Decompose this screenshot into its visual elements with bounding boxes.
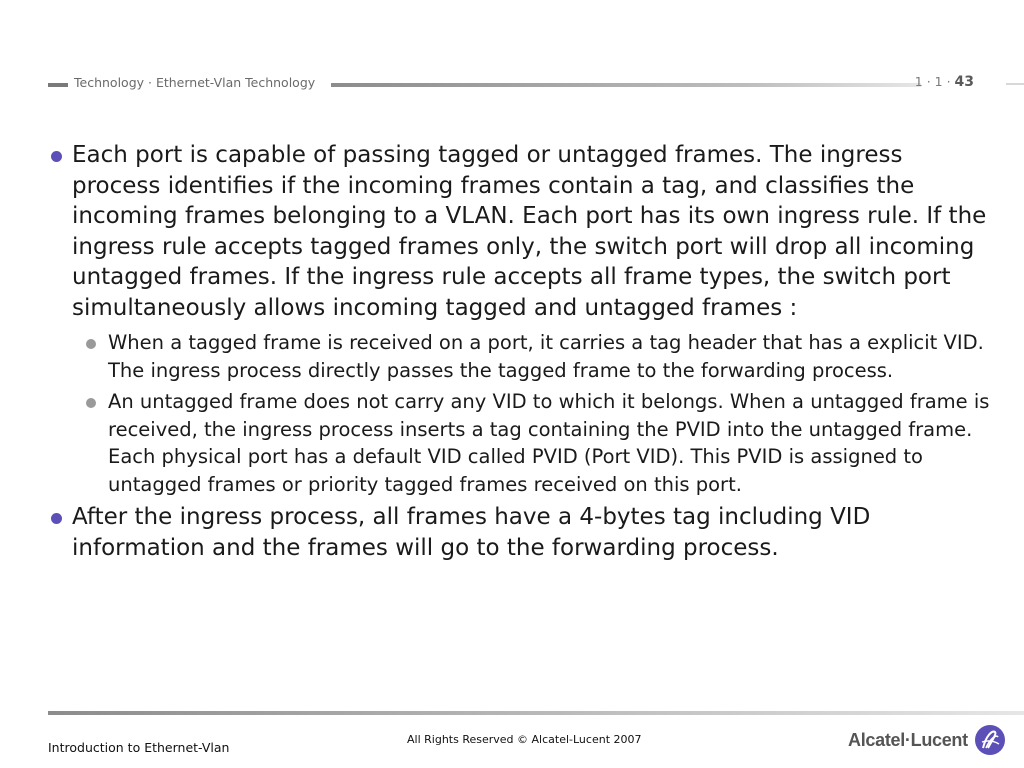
bullet-text: After the ingress process, all frames have a 4-bytes tag including VID information and the frames will go to the forwarding process. — [72, 504, 871, 561]
page-number-prefix: 1 · 1 · — [914, 74, 955, 89]
bullet-dot-icon — [51, 513, 62, 524]
bullet-item — [48, 140, 998, 323]
slide-header — [0, 74, 1024, 96]
slide-content — [48, 140, 998, 569]
sub-bullet-dot-icon — [86, 398, 96, 408]
bullet-dot-icon — [51, 151, 62, 162]
logo-text: Alcatel·Lucent — [848, 729, 968, 750]
page-number — [915, 74, 974, 90]
bullet-item — [48, 502, 998, 563]
sub-bullet-item — [48, 388, 998, 498]
header-accent-bar — [48, 83, 68, 87]
sub-bullet-item — [48, 329, 998, 384]
alcatel-lucent-swirl-icon — [974, 724, 1006, 756]
sub-bullet-text: When a tagged frame is received on a port, it carries a tag header that has a explicit VID. The ingress process directly passes the tagged frame to the forwarding process. — [108, 331, 984, 382]
footer-copyright: All Rights Reserved © Alcatel-Lucent 2007 — [407, 733, 642, 746]
sub-bullet-text: An untagged frame does not carry any VID to which it belongs. When a untagged frame is received, the ingress process inserts a tag containing the PVID into the untagged frame. Each physical port has a default VID called PVID (Port VID). This PVID is assigned to untagged frames or priority tagged frames received on this port. — [108, 390, 990, 496]
header-rule — [331, 83, 921, 87]
company-logo — [848, 722, 1006, 758]
footer-title: Introduction to Ethernet-Vlan — [48, 740, 230, 755]
sub-bullet-dot-icon — [86, 339, 96, 349]
bullet-text: Each port is capable of passing tagged or untagged frames. The ingress process identifies if the incoming frames contain a tag, and classifies the incoming frames belonging to a VLAN. Each port has its own ingress rule. If the ingress rule accepts tagged frames only, the switch port will drop all incoming untagged frames. If the ingress rule accepts all frame types, the switch port simultaneously allows incoming tagged and untagged frames : — [72, 142, 987, 321]
footer-rule — [48, 711, 1024, 715]
page-number-value: 43 — [954, 74, 974, 90]
section-title: Technology · Ethernet-Vlan Technology — [74, 75, 316, 90]
header-rule-right — [1006, 83, 1024, 85]
